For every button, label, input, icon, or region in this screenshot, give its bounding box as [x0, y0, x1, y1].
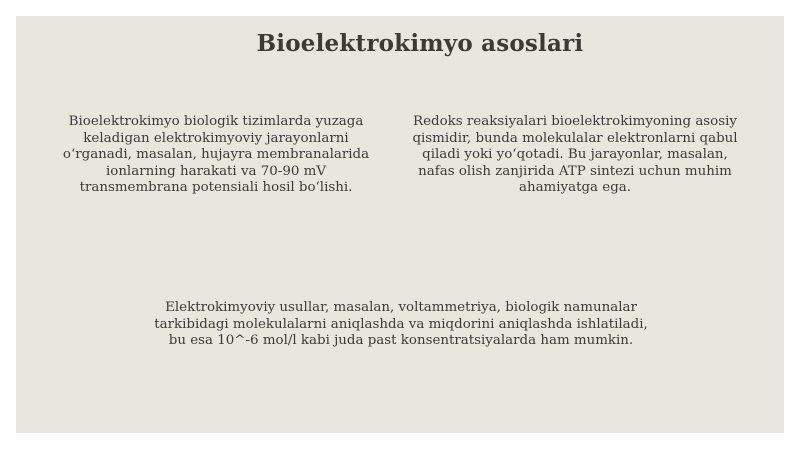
slide	[16, 16, 784, 433]
paragraph-left: Bioelektrokimyo biologik tizimlarda yuzaga keladigan elektrokimyoviy jarayonlarni o‘rganadi, masalan, hujayra membranalarida ionlarning harakati va 70-90 mV transmembrana potensiali hosil bo‘lishi.	[62, 114, 370, 196]
paragraph-right: Redoks reaksiyalari bioelektrokimyoning asosiy qismidir, bunda molekulalar elektronlarni qabul qiladi yoki yo‘qotadi. Bu jarayonlar, masalan, nafas olish zanjirida ATP sintezi uchun muhim ahamiyatga ega.	[412, 114, 738, 196]
slide-title: Bioelektrokimyo asoslari	[256, 30, 584, 57]
paragraph-bottom: Elektrokimyoviy usullar, masalan, voltammetriya, biologik namunalar tarkibidagi molekulalarni aniqlashda va miqdorini aniqlashda ishlatiladi, bu esa 10^-6 mol/l kabi juda past konsentratsiyalarda ham mumkin.	[154, 300, 648, 349]
